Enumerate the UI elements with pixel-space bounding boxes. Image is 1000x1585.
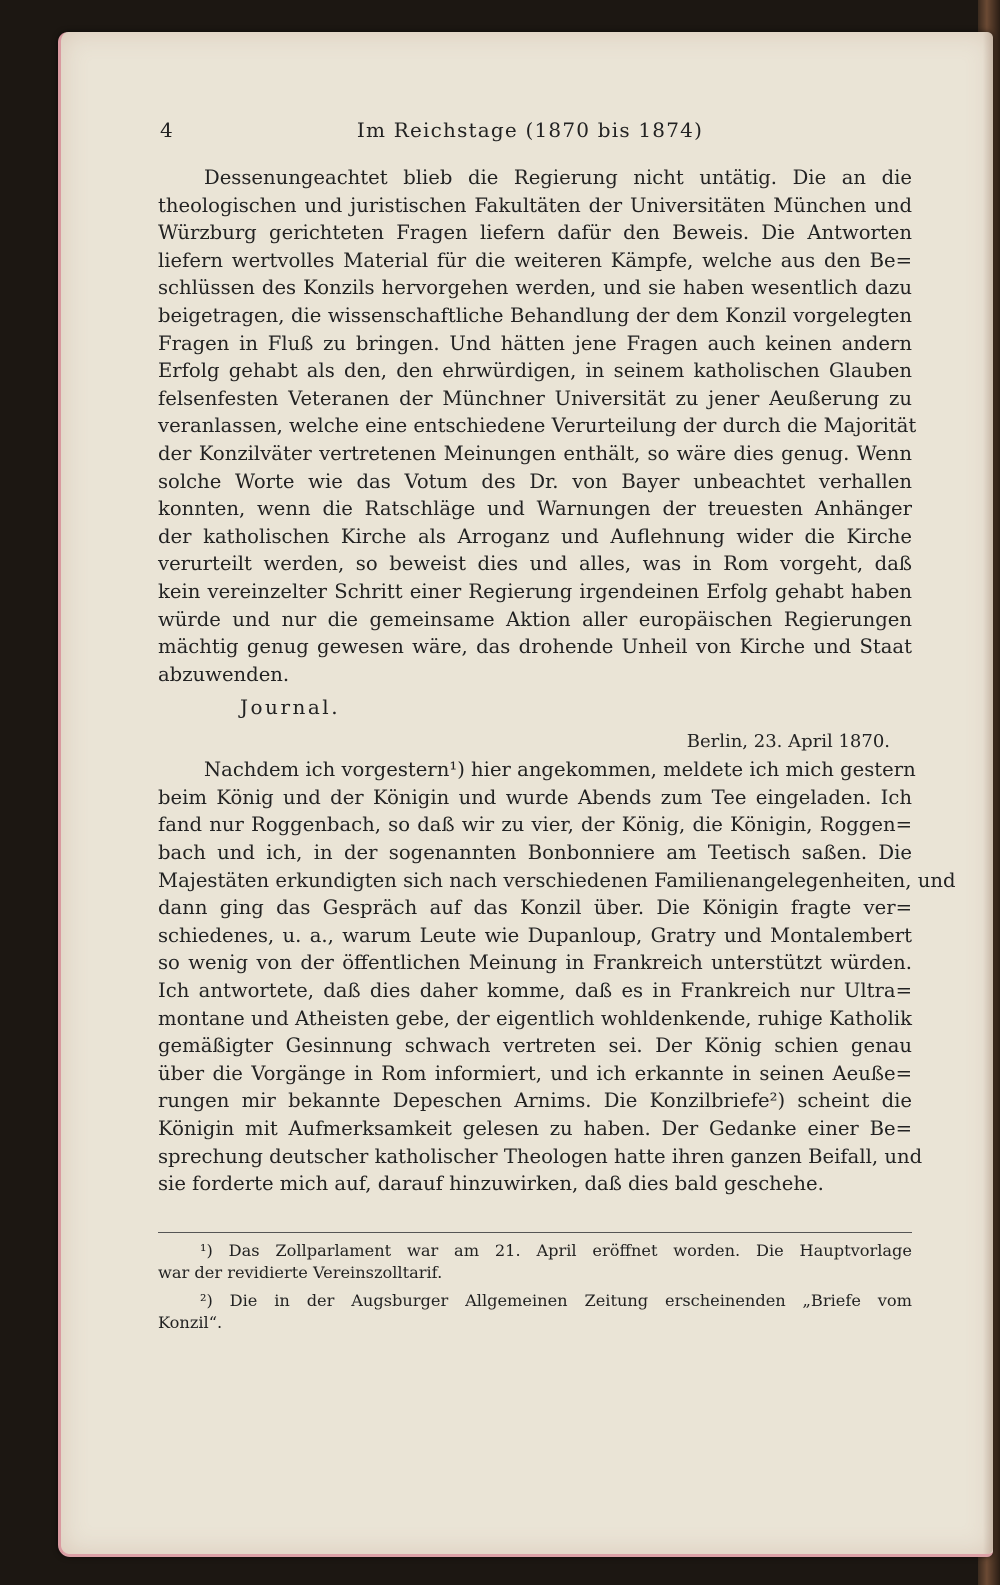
text-line: Dessenungeachtet blieb die Regierung nicht untätig. Die an die: [204, 166, 912, 189]
text-line: sprechung deutscher katholischer Theologen hatte ihren ganzen Beifall, und: [158, 1144, 923, 1168]
running-head: Im Reichstage (1870 bis 1874): [356, 118, 704, 142]
text-line: Würzburg gerichteten Fragen liefern dafür den Beweis. Die Antworten: [158, 221, 912, 245]
text-line: über die Vorgänge in Rom informiert, und ich erkannte in seinen Aeuße=: [158, 1061, 912, 1085]
text-line: beigetragen, die wissenschaftliche Behandlung der dem Konzil vorgelegten: [158, 303, 912, 327]
text-line: liefern wertvolles Material für die weiteren Kämpfe, welche aus den Be=: [158, 248, 912, 272]
text-line: bach und ich, in der sogenannten Bonbonniere am Teetisch saßen. Die: [158, 841, 912, 865]
text-line: Erfolg gehabt als den, den ehrwürdigen, in seinem katholischen Glauben: [158, 359, 912, 383]
text-line: würde und nur die gemeinsame Aktion aller europäischen Regierungen: [158, 607, 912, 631]
text-line: Majestäten erkundigten sich nach verschiedenen Familienangelegenheiten, und: [158, 868, 956, 892]
text-line: konnten, wenn die Ratschläge und Warnungen der treuesten Anhänger: [158, 497, 912, 521]
text-line: gemäßigter Gesinnung schwach vertreten sei. Der König schien genau: [158, 1034, 912, 1058]
text-line: der Konzilväter vertretenen Meinungen enthält, so wäre dies genug. Wenn: [158, 441, 912, 465]
footnote-divider: [158, 1232, 912, 1233]
section-heading: Journal.: [240, 695, 341, 720]
text-line: Ich antwortete, daß dies daher komme, daß es in Frankreich nur Ultra=: [158, 979, 912, 1003]
text-line: schlüssen des Konzils hervorgehen werden, und sie haben wesentlich dazu: [158, 276, 912, 300]
text-line: schiedenes, u. a., warum Leute wie Dupanloup, Gratry und Montalembert: [158, 923, 912, 947]
dateline: Berlin, 23. April 1870.: [686, 731, 890, 753]
text-line: veranlassen, welche eine entschiedene Verurteilung der durch die Majorität: [158, 414, 917, 438]
text-line: solche Worte wie das Votum des Dr. von Bayer unbeachtet verhallen: [158, 469, 912, 493]
text-line: montane und Atheisten gebe, der eigentlich wohldenkende, ruhige Katholik: [158, 1006, 912, 1030]
text-line: theologischen und juristischen Fakultäten der Universitäten München und: [158, 193, 912, 217]
footnote-line: war der revidierte Vereinszolltarif.: [158, 1263, 443, 1282]
footnotes: [158, 1240, 912, 1334]
text-line: kein vereinzelter Schritt einer Regierung irgendeinen Erfolg gehabt haben: [158, 579, 912, 603]
page-number: 4: [160, 118, 173, 142]
paragraph-journal: [158, 756, 956, 1198]
footnote-line: ¹) Das Zollparlament war am 21. April eröffnet worden. Die Hauptvorlage: [200, 1241, 912, 1260]
body-text: [158, 164, 956, 1198]
page-header: [160, 118, 900, 152]
text-line: Fragen in Fluß zu bringen. Und hätten jene Fragen auch keinen andern: [158, 331, 912, 355]
text-line: felsenfesten Veteranen der Münchner Universität zu jener Aeußerung zu: [158, 386, 912, 410]
text-line: sie forderte mich auf, darauf hinzuwirken, daß dies bald geschehe.: [158, 1172, 824, 1196]
text-line: fand nur Roggenbach, so daß wir zu vier, der König, die Königin, Roggen=: [158, 813, 912, 837]
paragraph-main: [158, 164, 917, 688]
text-line: dann ging das Gespräch auf das Konzil über. Die Königin fragte ver=: [158, 896, 912, 920]
text-line: Nachdem ich vorgestern¹) hier angekommen, meldete ich mich gestern: [204, 758, 916, 782]
text-line: mächtig genug gewesen wäre, das drohende Unheil von Kirche und Staat: [158, 635, 912, 659]
text-line: der katholischen Kirche als Arroganz und Auflehnung wider die Kirche: [158, 524, 912, 548]
text-line: abzuwenden.: [158, 662, 290, 686]
text-line: verurteilt werden, so beweist dies und alles, was in Rom vorgeht, daß: [158, 552, 912, 576]
footnote-line: ²) Die in der Augsburger Allgemeinen Zeitung erscheinenden „Briefe vom: [200, 1291, 912, 1310]
text-line: so wenig von der öffentlichen Meinung in Frankreich unterstützt würden.: [158, 951, 912, 975]
text-line: beim König und der Königin und wurde Abends zum Tee eingeladen. Ich: [158, 785, 912, 809]
text-line: Königin mit Aufmerksamkeit gelesen zu haben. Der Gedanke einer Be=: [158, 1117, 912, 1140]
footnote-line: Konzil“.: [158, 1313, 223, 1332]
text-line: rungen mir bekannte Depeschen Arnims. Die Konzilbriefe²) scheint die: [158, 1089, 912, 1113]
